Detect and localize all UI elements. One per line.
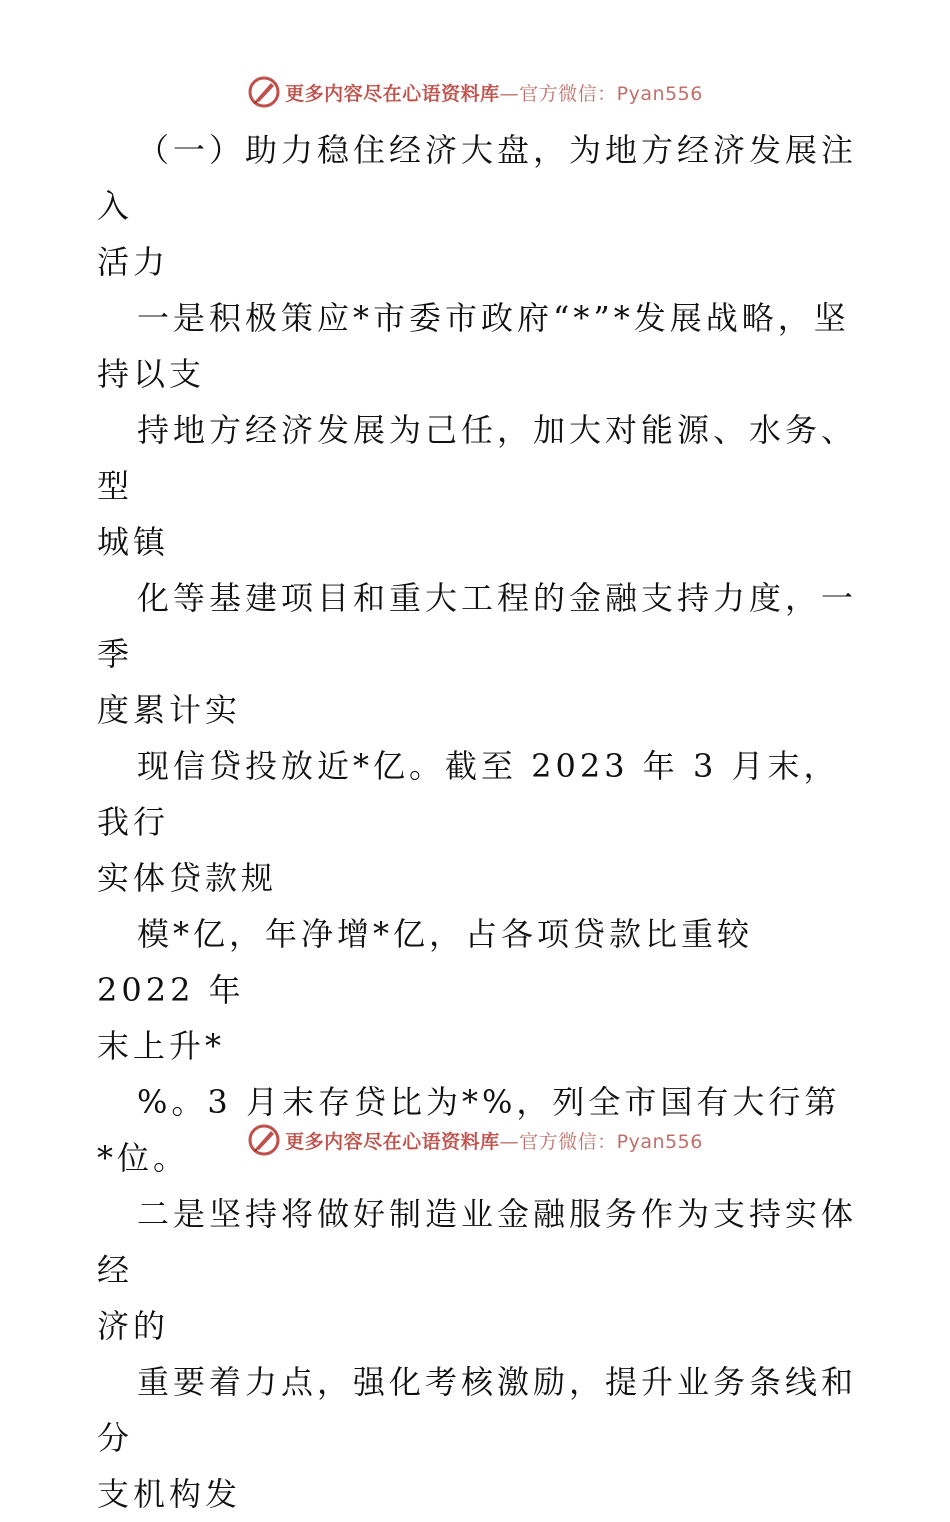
watermark-separator: — — [499, 1130, 520, 1153]
text-line: 现信贷投放近*亿。截至 2023 年 3 月末，我行 — [97, 747, 840, 841]
text-line: %。3 月末存贷比为*%，列全市国有大行第*位。 — [97, 1083, 841, 1177]
text-line: 济的 — [97, 1307, 170, 1345]
document-body — [97, 122, 857, 1522]
watermark-text — [285, 79, 703, 106]
watermark-separator: — — [499, 82, 520, 105]
quill-pen-logo-icon — [247, 75, 281, 109]
watermark-header — [0, 72, 950, 112]
watermark-text — [285, 1127, 703, 1154]
text-line: 度累计实 — [97, 691, 242, 729]
watermark-brand: 更多内容尽在心语资料库 — [285, 82, 500, 105]
text-line: 城镇 — [97, 523, 170, 561]
watermark-contact: 官方微信：Pyan556 — [519, 82, 703, 105]
text-line: 重要着力点，强化考核激励，提升业务条线和分 — [97, 1363, 858, 1457]
text-line: 支机构发 — [97, 1475, 242, 1513]
text-line: 持地方经济发展为己任，加大对能源、水务、型 — [97, 411, 858, 505]
text-line: 持以支 — [97, 355, 206, 393]
text-line: 实体贷款规 — [97, 859, 278, 897]
text-line: 一是积极策应*市委市政府“*”*发展战略，坚 — [137, 299, 850, 337]
text-line: 二是坚持将做好制造业金融服务作为支持实体经 — [97, 1195, 858, 1289]
watermark-contact: 官方微信：Pyan556 — [519, 1130, 703, 1153]
text-line: 模*亿，年净增*亿，占各项贷款比重较 2022 年 — [97, 915, 768, 1009]
text-line: （一）助力稳住经济大盘，为地方经济发展注入 — [97, 131, 858, 225]
text-line: 活力 — [97, 243, 170, 281]
watermark-footer — [0, 1120, 950, 1160]
text-line: 化等基建项目和重大工程的金融支持力度，一季 — [97, 579, 858, 673]
quill-pen-logo-icon — [247, 1123, 281, 1157]
text-line: 末上升* — [97, 1027, 226, 1065]
watermark-brand: 更多内容尽在心语资料库 — [285, 1130, 500, 1153]
